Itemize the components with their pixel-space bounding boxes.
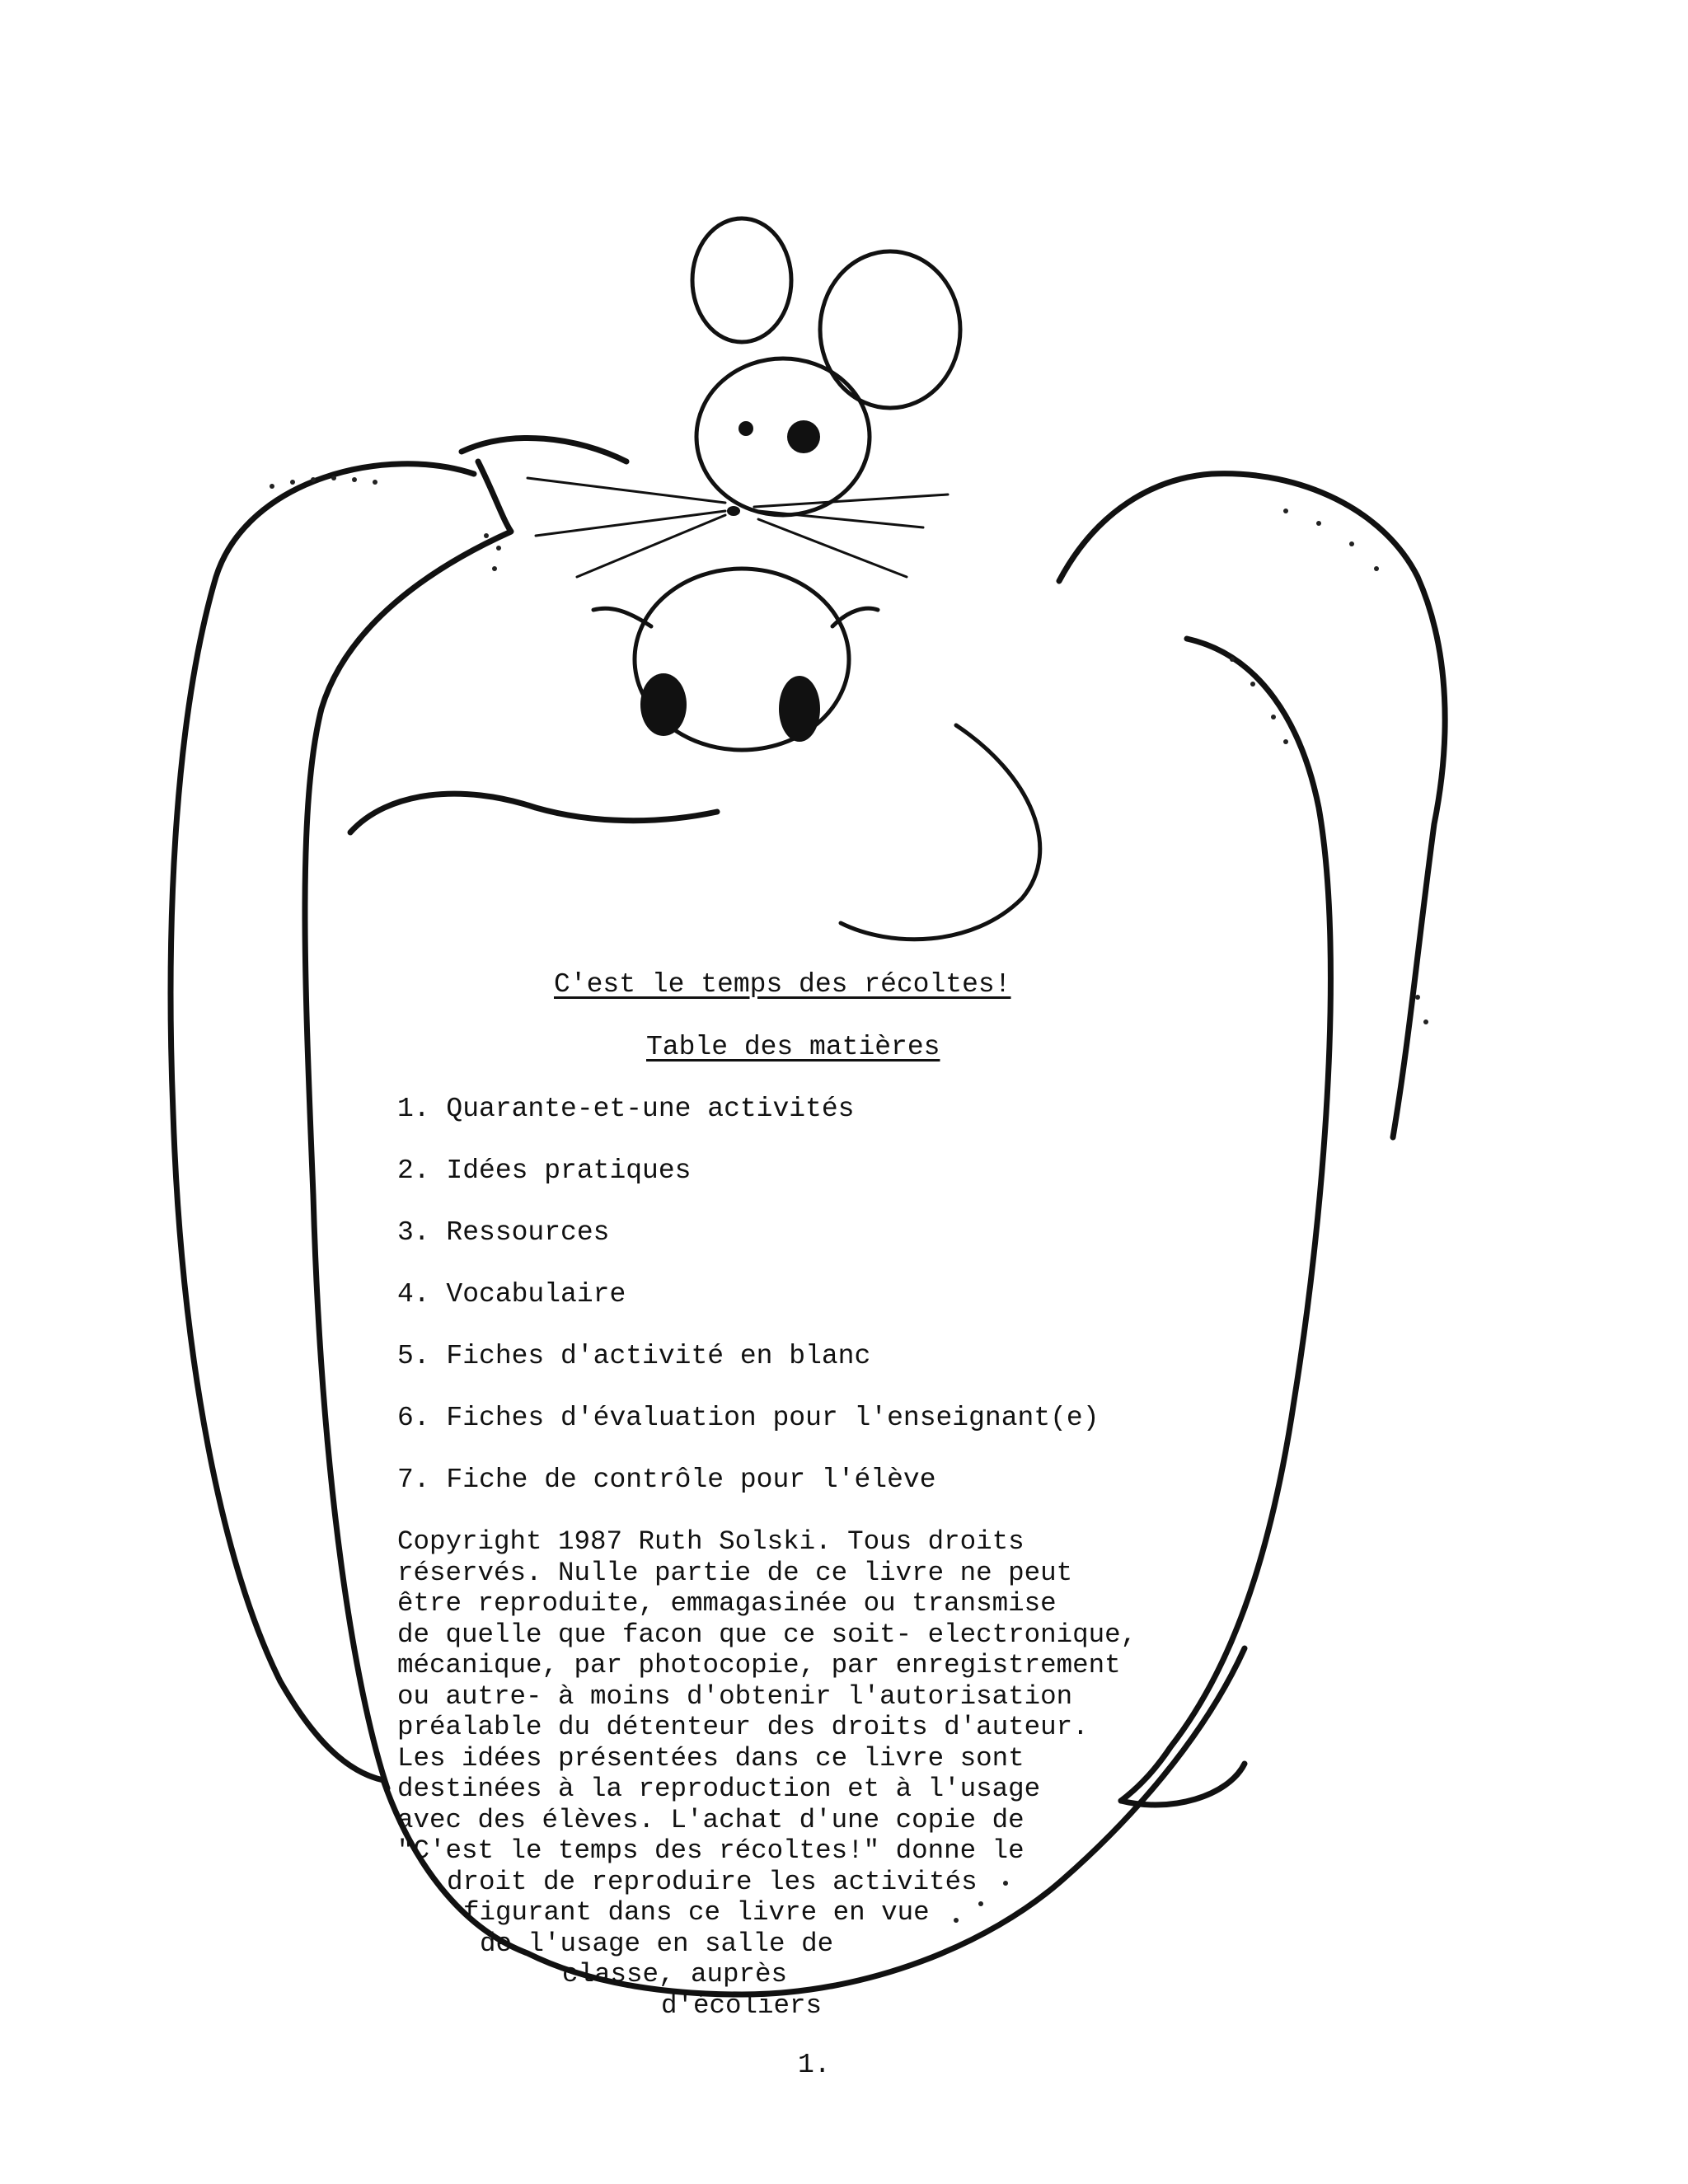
pepper-top-arc: [462, 438, 626, 462]
copyright-line: de l'usage en salle de: [480, 1928, 834, 1959]
mouse-eye-right: [787, 420, 820, 453]
pepper-right-top: [1059, 474, 1445, 1137]
copyright-line: Les idées présentées dans ce livre sont: [397, 1742, 1025, 1774]
pepper-inner-crease: [350, 794, 717, 832]
copyright-line: "C'est le temps des récoltes!" donne le: [397, 1835, 1025, 1866]
mouse-eye-left: [738, 421, 753, 436]
copyright-line: classe, auprès: [562, 1959, 788, 1990]
toc-item: 2. Idées pratiques: [397, 1155, 692, 1186]
copyright-line: Copyright 1987 Ruth Solski. Tous droits: [397, 1526, 1025, 1557]
toc-item: 4. Vocabulaire: [397, 1279, 626, 1310]
toc-item: 1. Quarante-et-une activités: [397, 1094, 855, 1124]
mouse-ear-right: [820, 251, 960, 408]
copyright-notice: [397, 1526, 1137, 2021]
mouse-tail: [841, 725, 1040, 940]
copyright-line: droit de reproduire les activités: [447, 1866, 978, 1897]
mouse-ear-left: [692, 218, 791, 342]
pepper-right-mid: [1121, 639, 1330, 1801]
copyright-line: mécanique, par photocopie, par enregistrement: [397, 1650, 1121, 1680]
mouse-foot-right: [779, 676, 820, 742]
copyright-line: d'écoliers: [661, 1990, 823, 2021]
mouse-nose: [727, 506, 740, 516]
copyright-line: figurant dans ce livre en vue: [463, 1897, 930, 1928]
copyright-line: ou autre- à moins d'obtenir l'autorisation: [397, 1680, 1073, 1712]
mouse-head: [696, 359, 870, 515]
toc-item: 3. Ressources: [397, 1217, 610, 1248]
document-subtitle: Table des matières: [646, 1032, 940, 1062]
page-number: 1.: [798, 2050, 831, 2080]
toc-item: 6. Fiches d'évaluation pour l'enseignant(e): [397, 1403, 1100, 1433]
toc-item: 5. Fiches d'activité en blanc: [397, 1341, 871, 1371]
copyright-line: de quelle que facon que ce soit- electronique,: [397, 1619, 1137, 1650]
copyright-line: destinées à la reproduction et à l'usage: [397, 1774, 1041, 1804]
toc-item: 7. Fiche de contrôle pour l'élève: [397, 1465, 936, 1495]
copyright-line: avec des élèves. L'achat d'une copie de: [397, 1804, 1025, 1835]
mouse-whiskers: [528, 478, 948, 577]
copyright-line: préalable du détenteur des droits d'auteur.: [397, 1712, 1089, 1742]
mouse-foot-left: [640, 673, 687, 736]
copyright-line: réservés. Nulle partie de ce livre ne peut: [397, 1557, 1073, 1588]
document-title: C'est le temps des récoltes!: [554, 969, 1011, 1000]
copyright-line: être reproduite, emmagasinée ou transmise: [397, 1588, 1057, 1619]
table-of-contents: [397, 1093, 1100, 1526]
